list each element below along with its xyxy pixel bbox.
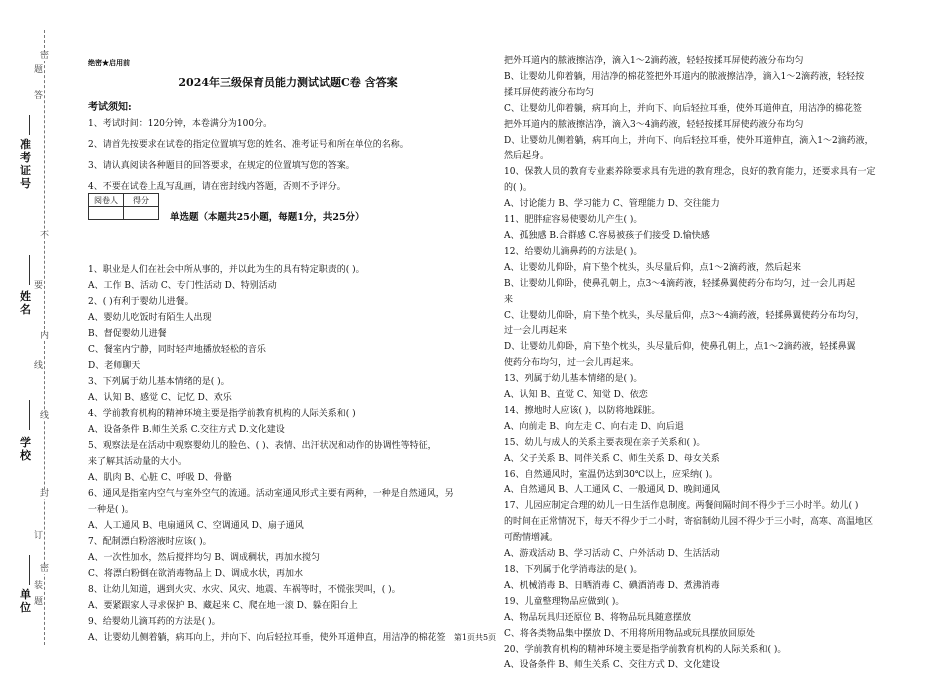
binding-fill-line — [29, 400, 30, 430]
question-line: B、让婴幼儿仰着躺，用洁净的棉花签把外耳道内的脓液擦洁净，滴入1～2滴药液，轻轻按 — [504, 71, 865, 82]
instructions-heading: 考试须知: — [88, 102, 132, 113]
question-line: A、肌肉 B、心脏 C、呼吸 D、骨骼 — [88, 473, 232, 483]
question-line: 7、配制漂白粉溶液时应该( )。 — [88, 537, 212, 547]
question-line: 一种是( )。 — [88, 505, 134, 515]
binding-small: 答 — [34, 91, 44, 101]
question-line: 9、给婴幼儿滴耳药的方法是( )。 — [88, 617, 221, 627]
binding-mark: 密 — [40, 564, 50, 574]
question-line: C、让婴幼儿仰着躺，病耳向上，并向下、向后轻拉耳垂，使外耳道伸直，用洁净的棉花签 — [504, 103, 862, 114]
question-line: A、设备条件 B.师生关系 C.交往方式 D.文化建设 — [88, 425, 285, 435]
question-line: 8、让幼儿知道，遇到火灾、水灾、风灾、地震、车祸等时，不慌张哭叫，( )。 — [88, 585, 401, 595]
binding-mark: 封 — [40, 489, 50, 499]
question-line: 使药分布均匀，过一会儿再起来。 — [504, 358, 640, 369]
question-line: D、老师聊天 — [88, 361, 141, 371]
question-line: A、孤独感 B.合群感 C.容易被孩子们接受 D.愉快感 — [504, 230, 710, 241]
score-table-reviewer: 阅卷人 — [89, 194, 124, 207]
question-line: A、认知 B、直觉 C、知觉 D、依恋 — [504, 390, 648, 401]
question-line: A、让婴幼儿侧着躺，病耳向上，并向下、向后轻拉耳垂，使外耳道伸直，用洁净的棉花签 — [88, 633, 446, 643]
question-line: A、一次性加水，然后搅拌均匀 B、调成稠状，再加水搅匀 — [88, 553, 320, 563]
instruction-item: 4、不要在试卷上乱写乱画，请在密封线内答题，否则不予评分。 — [88, 182, 346, 192]
question-line: 19、儿童整理物品应做到( )。 — [504, 596, 625, 607]
binding-label-school: 学校 — [20, 436, 31, 462]
question-line: A、人工通风 B、电扇通风 C、空调通风 D、扇子通风 — [88, 521, 304, 531]
question-line: 可酌情增减。 — [504, 533, 559, 544]
binding-mark: 不 — [40, 231, 50, 241]
question-line: A、让婴幼儿仰卧，肩下垫个枕头，头尽量后仰，点1～2滴药液，然后起来 — [504, 262, 801, 273]
binding-small: 要 — [34, 281, 44, 291]
question-line: C、餐室内宁静，同时轻声地播放轻松的音乐 — [88, 345, 266, 355]
question-line: 6、通风是指室内空气与室外空气的流通。活动室通风形式主要有两种，一种是自然通风，另 — [88, 489, 454, 499]
binding-label-name: 姓名 — [20, 290, 31, 316]
instruction-item: 3、请认真阅读各种题目的回答要求，在规定的位置填写您的答案。 — [88, 161, 355, 171]
binding-margin — [0, 0, 58, 671]
question-line: 来了解其活动量的大小。 — [88, 457, 188, 467]
question-line: 然后起身。 — [504, 151, 550, 162]
binding-fill-line — [29, 115, 30, 135]
question-line: D、让婴幼儿侧着躺，病耳向上，并向下、向后轻拉耳垂，使外耳道伸直，滴入1～2滴药液， — [504, 135, 874, 146]
binding-label-exam-number: 准考证号 — [20, 138, 31, 190]
instruction-item: 2、请首先按要求在试卷的指定位置填写您的姓名、准考证号和所在单位的名称。 — [88, 140, 409, 150]
question-line: 把外耳道内的脓液擦洁净，滴入1～2滴药液，轻轻按揉耳屏使药液分布均匀 — [504, 56, 804, 66]
question-line: A、要紧跟家人寻求保护 B、藏起来 C、爬在地一滚 D、躲在阳台上 — [88, 601, 358, 611]
question-line: 过一会儿再起来 — [504, 326, 568, 337]
binding-fill-line — [29, 255, 30, 285]
question-line: A、婴幼儿吃饭时有陌生人出现 — [88, 313, 212, 323]
question-line: 15、幼儿与成人的关系主要表现在亲子关系和( )。 — [504, 437, 706, 448]
binding-small: 题 — [34, 597, 44, 607]
binding-small: 线 — [34, 361, 44, 371]
score-table-cell — [124, 207, 159, 220]
question-line: 14、擦地时人应该( )，以防将地踩脏。 — [504, 405, 661, 416]
binding-mark: 密 — [40, 51, 50, 61]
question-line: 的( )。 — [504, 183, 532, 194]
question-line: 12、给婴幼儿滴鼻药的方法是( )。 — [504, 246, 643, 257]
question-line: B、督促婴幼儿进餐 — [88, 329, 167, 339]
score-table-cell — [89, 207, 124, 220]
binding-small: 题 — [34, 65, 44, 75]
question-line: 揉耳屏使药液分布均匀 — [504, 87, 595, 98]
question-line: 4、学前教育机构的精神环境主要是指学前教育机构的人际关系和( ) — [88, 409, 356, 419]
question-line: D、让婴幼儿仰卧，肩下垫个枕头，头尽量后仰，使鼻孔朝上，点1～2滴药液，轻揉鼻翼 — [504, 342, 856, 353]
question-line: 5、观察法是在活动中观察婴幼儿的脸色、( )、表情、出汗状况和动作的协调性等特征， — [88, 441, 437, 451]
question-line: 13、列属于幼儿基本情绪的是( )。 — [504, 374, 643, 385]
question-line: A、游戏活动 B、学习活动 C、户外活动 D、生活活动 — [504, 549, 720, 560]
question-line: C、让婴幼儿仰卧，肩下垫个枕头，头尽量后仰，点3～4滴药液，轻揉鼻翼使药分布均匀， — [504, 310, 865, 321]
page-title: 2024年三级保育员能力测试试题C卷 含答案 — [178, 76, 398, 89]
question-line: 来 — [504, 294, 514, 305]
question-line: 18、下列属于化学消毒法的是( )。 — [504, 565, 643, 575]
instruction-item: 1、考试时间：120分钟，本卷满分为100分。 — [88, 119, 273, 129]
question-line: 1、职业是人们在社会中所从事的，并以此为生的具有特定职责的( )。 — [88, 265, 365, 275]
binding-label-unit: 单位 — [20, 588, 31, 614]
question-line: A、向前走 B、向左走 C、向右走 D、向后退 — [504, 421, 684, 432]
score-table-score: 得分 — [124, 194, 159, 207]
question-line: B、让婴幼儿仰卧，使鼻孔朝上，点3～4滴药液，轻揉鼻翼使药分布均匀，过一会儿再起 — [504, 278, 856, 289]
score-table — [88, 193, 159, 220]
question-line: C、将漂白粉倒在欲消毒物品上 D、调成水状，再加水 — [88, 569, 303, 579]
question-line: C、将各类物品集中摆放 D、不用将所用物品或玩具摆放回原处 — [504, 628, 755, 639]
right-question-block — [504, 54, 934, 674]
question-line: A、机械消毒 B、日晒消毒 C、碘酒消毒 D、煮沸消毒 — [504, 580, 720, 591]
page-footer: 第1页共5页 — [453, 633, 497, 642]
question-line: A、工作 B、活动 C、专门性活动 D、特别活动 — [88, 281, 277, 291]
secret-label: 绝密★启用前 — [88, 58, 130, 67]
question-line: 3、下列属于幼儿基本情绪的是( )。 — [88, 377, 230, 387]
question-line: A、认知 B、感觉 C、记忆 D、欢乐 — [88, 393, 232, 403]
question-line: 16、自然通风时，室温仍达到30℃以上，应采纳( )。 — [504, 469, 718, 480]
left-question-block — [88, 262, 488, 646]
question-line: 17、儿园应制定合理的幼儿一日生活作息制度。两餐间隔时间不得少于三小时半。幼儿( ) — [504, 501, 859, 512]
question-line: A、物品玩具归还原位 B、将物品玩具随意摆放 — [504, 612, 691, 623]
section-heading: 单选题（本题共25小题，每题1分，共25分） — [170, 212, 365, 223]
question-line: 把外耳道内的脓液擦洁净，滴入3～4滴药液，轻轻按揉耳屏使药液分布均匀 — [504, 119, 804, 130]
binding-mark: 内 — [40, 331, 50, 341]
question-line: 10、保教人员的教育专业素养除要求具有先进的教育理念，良好的教育能力，还要求具有一定 — [504, 167, 876, 178]
question-line: A、自然通风 B、人工通风 C、一般通风 D、晚间通风 — [504, 485, 720, 496]
question-line: 20、学前教育机构的精神环境主要是指学前教育机构的人际关系和( )。 — [504, 644, 787, 655]
question-line: 的时间在正常情况下，每天不得少于二小时，寄宿制幼儿园不得少于三小时，高寒、高温地区 — [504, 517, 874, 528]
question-line: 2、( )有利于婴幼儿进餐。 — [88, 297, 194, 307]
question-line: A、讨论能力 B、学习能力 C、管理能力 D、交往能力 — [504, 199, 720, 210]
question-line: 11、肥胖症容易使婴幼儿产生( )。 — [504, 215, 643, 226]
question-line: A、父子关系 B、同伴关系 C、师生关系 D、母女关系 — [504, 453, 720, 464]
binding-small: 订 — [34, 531, 44, 541]
instructions-list — [88, 114, 409, 198]
question-line: A、设备条件 B、师生关系 C、交往方式 D、文化建设 — [504, 660, 720, 671]
binding-small: 装 — [34, 581, 44, 591]
binding-mark: 线 — [40, 411, 50, 421]
binding-fill-line — [29, 555, 30, 585]
